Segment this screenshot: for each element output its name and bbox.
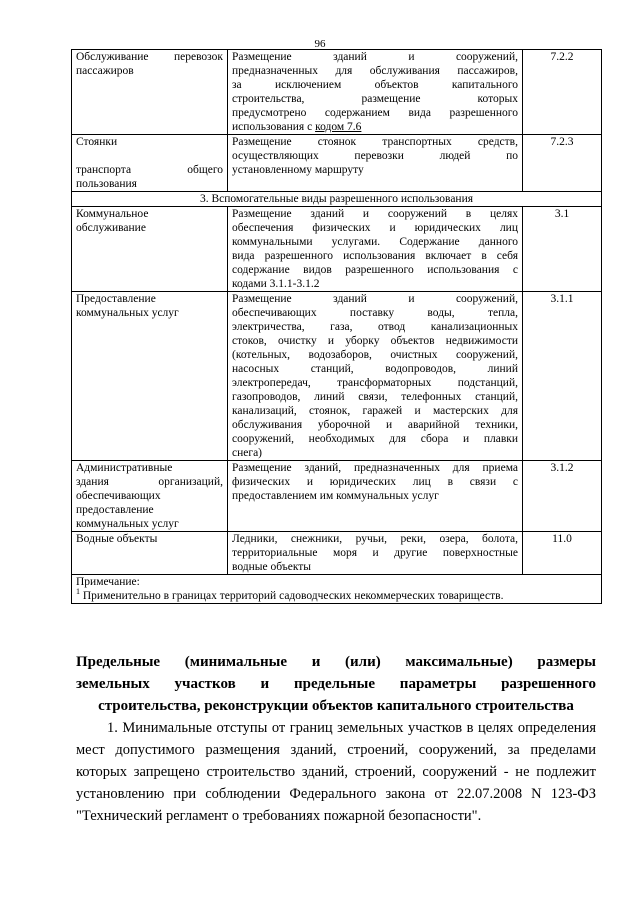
use-code-cell: 7.2.2 — [523, 50, 602, 135]
use-code-cell: 11.0 — [523, 532, 602, 575]
cell-line-last: водные объекты — [232, 561, 312, 573]
use-description-cell — [228, 50, 523, 135]
cell-line: газопроводов, линий связи, телефонных станций, — [232, 391, 518, 403]
cell-line-last: Водные объекты — [76, 533, 158, 545]
note-cell — [72, 575, 602, 604]
cell-line: Размещение зданий, предназначенных для приема — [232, 462, 518, 474]
cell-text: использования с — [232, 121, 316, 133]
use-name-cell — [72, 135, 228, 192]
use-name-cell — [72, 50, 228, 135]
cell-line: коммунальными услугами. Содержание данного — [232, 236, 518, 248]
cell-line: строительства, размещение которых — [232, 93, 518, 105]
table-row — [72, 461, 602, 532]
title-line-2: земельных участков и предельные параметры разрешенного — [76, 676, 596, 692]
code-link[interactable]: кодом 7.6 — [315, 121, 362, 133]
use-name-cell — [72, 461, 228, 532]
cell-line-last: коммунальных услуг — [76, 518, 179, 530]
table-row — [72, 135, 602, 192]
table-row — [72, 532, 602, 575]
cell-line-last: предоставлением им коммунальных услуг — [232, 490, 439, 502]
cell-line: (котельных, водозаборов, очистных сооружений, — [232, 349, 518, 361]
use-description-cell — [228, 207, 523, 292]
use-name-cell — [72, 207, 228, 292]
cell-line: Ледники, снежники, ручьи, реки, озера, болота, — [232, 533, 518, 545]
cell-line: пользования — [76, 178, 137, 190]
use-name-cell — [72, 292, 228, 461]
cell-line: за исключением объектов капитального — [232, 79, 518, 91]
cell-line: физических и юридических лиц в связи с — [232, 476, 518, 488]
section-title — [76, 651, 596, 717]
section-header-row — [72, 192, 602, 207]
use-code-cell: 3.1 — [523, 207, 602, 292]
cell-line: обслуживание — [76, 222, 146, 234]
cell-line: предоставление — [76, 504, 154, 516]
title-line-1: Предельные (минимальные и (или) максимальные) размеры — [76, 654, 596, 670]
cell-line: сооружений, необходимых для сбора и плавки — [232, 433, 518, 445]
cell-line: канализаций, стоянок, гаражей и мастерских для — [232, 405, 518, 417]
cell-line: предусмотрено содержанием вида разрешенного — [232, 107, 518, 119]
section-header: 3. Вспомогательные виды разрешенного использования — [72, 192, 602, 207]
cell-line: обеспечивающих поставку воды, тепла, — [232, 307, 518, 319]
cell-line: электричества, газа, отвод канализационных — [232, 321, 518, 333]
cell-line: Размещение зданий и сооружений в целях — [232, 208, 518, 220]
cell-line-last — [232, 120, 518, 134]
use-code-cell: 3.1.2 — [523, 461, 602, 532]
note-text-line — [76, 589, 597, 603]
cell-line: пассажиров — [76, 65, 134, 77]
cell-line — [76, 149, 223, 163]
cell-line: насосных станций, водопроводов, линий — [232, 363, 518, 375]
use-description-cell — [228, 292, 523, 461]
use-description-cell — [228, 532, 523, 575]
cell-line: обеспечения физических и юридических лиц — [232, 222, 518, 234]
cell-line: содержание видов разрешенного использования с — [232, 264, 518, 276]
table-row — [72, 50, 602, 135]
cell-line: Административные — [76, 462, 173, 474]
footnote-marker: 1 — [76, 587, 80, 597]
use-code-cell: 7.2.3 — [523, 135, 602, 192]
table-row — [72, 207, 602, 292]
cell-line: Размещение зданий и сооружений, — [232, 51, 518, 63]
cell-line: осуществляющих перевозки людей по — [232, 150, 518, 162]
body-paragraph — [76, 717, 596, 827]
use-name-cell — [72, 532, 228, 575]
cell-line: коммунальных услуг — [76, 307, 179, 319]
cell-line: Размещение стоянок транспортных средств, — [232, 136, 518, 148]
cell-line: стоков, очистку и уборку объектов недвижимости — [232, 335, 518, 347]
cell-line: обеспечивающих — [76, 490, 161, 502]
cell-line: обслуживания уборочной и аварийной техники, — [232, 419, 518, 431]
title-line-3: строительства, реконструкции объектов капитального строительства — [98, 698, 574, 714]
cell-line: Коммунальное — [76, 208, 149, 220]
use-description-cell — [228, 135, 523, 192]
cell-line: территориальные моря и другие поверхностные — [232, 547, 518, 559]
cell-line: установленному маршруту — [232, 164, 364, 176]
note-label: Примечание: — [76, 576, 140, 588]
cell-line: здания организаций, — [76, 476, 223, 488]
table-row — [72, 292, 602, 461]
note-row — [72, 575, 602, 604]
cell-line-last: снега) — [232, 447, 263, 459]
note-text: Применительно в границах территорий садоводческих некоммерческих товариществ. — [80, 590, 504, 602]
use-description-cell — [228, 461, 523, 532]
cell-line: Предоставление — [76, 293, 156, 305]
cell-line: электропередач, трансформаторных подстанций, — [232, 377, 518, 389]
paragraph-text: 1. Минимальные отступы от границ земельных участков в целях определения мест допустимого размещения зданий, строений, сооружений, за пределами которых запрещено строительство зданий, строений, сооружений - не подлежит установлению при соблюдении Федерального закона от 22.07.2008 N 123-ФЗ "Технический регламент о требованиях пожарной безопасности". — [76, 720, 596, 824]
cell-line-last: кодами 3.1.1-3.1.2 — [232, 278, 320, 290]
page-number: 96 — [314, 38, 326, 50]
cell-line: вида разрешенного использования включает в себя — [232, 250, 518, 262]
cell-line: Стоянки — [76, 136, 118, 148]
cell-line: предназначенных для обслуживания пассажиров, — [232, 65, 518, 77]
cell-line: Размещение зданий и сооружений, — [232, 293, 518, 305]
cell-line: транспорта общего — [76, 164, 223, 176]
use-code-cell: 3.1.1 — [523, 292, 602, 461]
land-use-table — [71, 49, 602, 604]
cell-line: Обслуживание перевозок — [76, 51, 223, 63]
